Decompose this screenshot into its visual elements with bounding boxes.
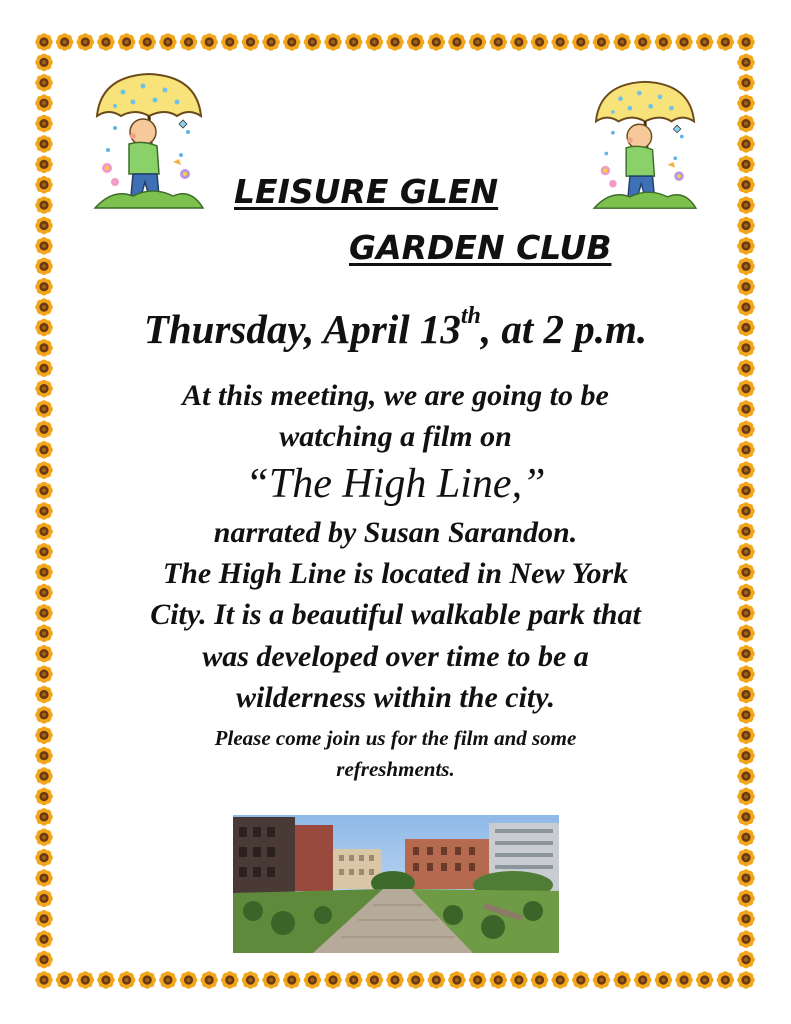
sunflower-icon xyxy=(386,971,404,989)
sunflower-icon xyxy=(97,971,115,989)
sunflower-icon xyxy=(35,971,53,989)
sunflower-icon xyxy=(180,33,198,51)
sunflower-icon xyxy=(696,971,714,989)
sunflower-icon xyxy=(35,686,53,704)
sunflower-icon xyxy=(717,33,735,51)
event-date xyxy=(0,305,791,353)
sunflower-icon xyxy=(737,584,755,602)
sunflower-icon xyxy=(35,94,53,112)
sunflower-icon xyxy=(35,828,53,846)
title-line-2: GARDEN CLUB xyxy=(349,228,612,267)
sunflower-icon xyxy=(35,910,53,928)
sunflower-icon xyxy=(572,33,590,51)
body-line-4: narrated by Susan Sarandon. xyxy=(213,516,578,549)
sunflower-icon xyxy=(737,258,755,276)
sunflower-icon xyxy=(737,74,755,92)
sunflower-icon xyxy=(737,563,755,581)
sunflower-icon xyxy=(35,543,53,561)
sunflower-icon xyxy=(737,686,755,704)
sunflower-icon xyxy=(35,441,53,459)
sunflower-icon xyxy=(737,951,755,969)
sunflower-icon xyxy=(737,788,755,806)
sunflower-icon xyxy=(304,971,322,989)
sunflower-icon xyxy=(593,971,611,989)
sunflower-icon xyxy=(613,33,631,51)
sunflower-icon xyxy=(35,890,53,908)
sunflower-icon xyxy=(35,808,53,826)
sunflower-icon xyxy=(118,33,136,51)
sunflower-icon xyxy=(345,33,363,51)
sunflower-icon xyxy=(737,828,755,846)
sunflower-icon xyxy=(138,971,156,989)
sunflower-icon xyxy=(283,33,301,51)
date-prefix: Thursday, April 13 xyxy=(143,306,461,352)
sunflower-icon xyxy=(737,523,755,541)
sunflower-icon xyxy=(56,33,74,51)
sunflower-icon xyxy=(35,258,53,276)
sunflower-icon xyxy=(35,115,53,133)
body-line-6: City. It is a beautiful walkable park that xyxy=(150,598,641,631)
sunflower-icon xyxy=(35,196,53,214)
sunflower-icon xyxy=(56,971,74,989)
sunflower-icon xyxy=(366,971,384,989)
sunflower-icon xyxy=(737,747,755,765)
sunflower-icon xyxy=(737,706,755,724)
sunflower-icon xyxy=(324,33,342,51)
sunflower-icon xyxy=(737,359,755,377)
sunflower-icon xyxy=(200,971,218,989)
sunflower-icon xyxy=(737,849,755,867)
sunflower-icon xyxy=(35,523,53,541)
sunflower-icon xyxy=(469,971,487,989)
sunflower-icon xyxy=(35,237,53,255)
sunflower-icon xyxy=(448,33,466,51)
sunflower-icon xyxy=(35,421,53,439)
sunflower-icon xyxy=(737,910,755,928)
sunflower-icon xyxy=(510,33,528,51)
sunflower-icon xyxy=(35,930,53,948)
sunflower-icon xyxy=(510,971,528,989)
sunflower-icon xyxy=(737,665,755,683)
sunflower-icon xyxy=(737,808,755,826)
sunflower-icon xyxy=(717,971,735,989)
sunflower-icon xyxy=(35,767,53,785)
sunflower-icon xyxy=(35,788,53,806)
sunflower-icon xyxy=(737,176,755,194)
sunflower-icon xyxy=(737,196,755,214)
sunflower-icon xyxy=(407,33,425,51)
sunflower-icon xyxy=(242,971,260,989)
sunflower-icon xyxy=(262,971,280,989)
sunflower-icon xyxy=(35,217,53,235)
sunflower-icon xyxy=(427,971,445,989)
sunflower-icon xyxy=(737,645,755,663)
date-rest: , at 2 p.m. xyxy=(480,306,648,352)
sunflower-icon xyxy=(737,54,755,72)
sunflower-icon xyxy=(35,747,53,765)
sunflower-icon xyxy=(35,951,53,969)
sunflower-icon xyxy=(696,33,714,51)
sunflower-icon xyxy=(737,237,755,255)
umbrella-gardener-clipart xyxy=(95,74,203,208)
sunflower-icon xyxy=(304,33,322,51)
sunflower-icon xyxy=(737,727,755,745)
sunflower-icon xyxy=(324,971,342,989)
sunflower-icon xyxy=(737,767,755,785)
sunflower-icon xyxy=(737,930,755,948)
sunflower-icon xyxy=(35,584,53,602)
sunflower-icon xyxy=(35,54,53,72)
sunflower-icon xyxy=(737,625,755,643)
sunflower-icon xyxy=(737,278,755,296)
sunflower-icon xyxy=(737,156,755,174)
sunflower-icon xyxy=(531,971,549,989)
sunflower-icon xyxy=(386,33,404,51)
sunflower-icon xyxy=(345,971,363,989)
sunflower-icon xyxy=(655,971,673,989)
sunflower-icon xyxy=(737,380,755,398)
sunflower-icon xyxy=(737,604,755,622)
umbrella-gardener-clipart-right xyxy=(592,78,698,212)
sunflower-icon xyxy=(35,176,53,194)
sunflower-icon xyxy=(737,115,755,133)
sunflower-icon xyxy=(138,33,156,51)
sunflower-icon xyxy=(675,33,693,51)
sunflower-icon xyxy=(76,971,94,989)
sunflower-icon xyxy=(242,33,260,51)
sunflower-icon xyxy=(737,33,755,51)
sunflower-icon xyxy=(35,869,53,887)
sunflower-icon xyxy=(737,869,755,887)
sunflower-icon xyxy=(221,33,239,51)
umbrella-gardener-clipart xyxy=(594,82,696,208)
sunflower-icon xyxy=(551,971,569,989)
sunflower-icon xyxy=(35,156,53,174)
sunflower-icon xyxy=(551,33,569,51)
high-line-park-photo xyxy=(233,815,559,953)
sunflower-icon xyxy=(35,849,53,867)
sunflower-icon xyxy=(35,706,53,724)
sunflower-icon xyxy=(35,380,53,398)
sunflower-icon xyxy=(407,971,425,989)
sunflower-icon xyxy=(35,563,53,581)
sunflower-icon xyxy=(737,400,755,418)
sunflower-icon xyxy=(448,971,466,989)
sunflower-icon xyxy=(427,33,445,51)
sunflower-icon xyxy=(489,971,507,989)
body-line-5: The High Line is located in New York xyxy=(162,557,629,590)
sunflower-icon xyxy=(35,74,53,92)
sunflower-icon xyxy=(283,971,301,989)
body-line-2: watching a film on xyxy=(279,420,512,453)
sunflower-icon xyxy=(489,33,507,51)
sunflower-icon xyxy=(76,33,94,51)
sunflower-icon xyxy=(469,33,487,51)
sunflower-icon xyxy=(634,33,652,51)
umbrella-gardener-clipart-left xyxy=(93,70,205,212)
sunflower-icon xyxy=(35,359,53,377)
sunflower-icon xyxy=(200,33,218,51)
sunflower-icon xyxy=(159,971,177,989)
sunflower-icon xyxy=(613,971,631,989)
sunflower-icon xyxy=(35,33,53,51)
date-suffix: th xyxy=(460,303,481,329)
sunflower-icon xyxy=(593,33,611,51)
sunflower-icon xyxy=(221,971,239,989)
sunflower-icon xyxy=(35,625,53,643)
sunflower-icon xyxy=(35,645,53,663)
sunflower-icon xyxy=(737,971,755,989)
sunflower-icon xyxy=(531,33,549,51)
sunflower-icon xyxy=(97,33,115,51)
sunflower-icon xyxy=(366,33,384,51)
sunflower-icon xyxy=(118,971,136,989)
film-title: “The High Line,” xyxy=(245,461,546,507)
sunflower-icon xyxy=(35,135,53,153)
sunflower-icon xyxy=(737,94,755,112)
title-line-1: LEISURE GLEN xyxy=(234,172,499,211)
sunflower-icon xyxy=(180,971,198,989)
sunflower-icon xyxy=(675,971,693,989)
invitation-line-1: Please come join us for the film and some xyxy=(214,726,577,750)
sunflower-icon xyxy=(655,33,673,51)
sunflower-icon xyxy=(35,665,53,683)
body-line-8: wilderness within the city. xyxy=(236,681,555,714)
body-line-1: At this meeting, we are going to be xyxy=(182,379,609,412)
sunflower-icon xyxy=(737,217,755,235)
sunflower-icon xyxy=(737,441,755,459)
sunflower-icon xyxy=(572,971,590,989)
sunflower-icon xyxy=(737,890,755,908)
sunflower-icon xyxy=(262,33,280,51)
sunflower-icon xyxy=(737,135,755,153)
sunflower-icon xyxy=(737,543,755,561)
sunflower-icon xyxy=(35,400,53,418)
sunflower-icon xyxy=(35,727,53,745)
sunflower-icon xyxy=(159,33,177,51)
sunflower-icon xyxy=(634,971,652,989)
invitation-line-2: refreshments. xyxy=(336,757,455,781)
sunflower-icon xyxy=(35,604,53,622)
sunflower-icon xyxy=(737,421,755,439)
body-line-7: was developed over time to be a xyxy=(202,640,589,673)
sunflower-icon xyxy=(35,278,53,296)
